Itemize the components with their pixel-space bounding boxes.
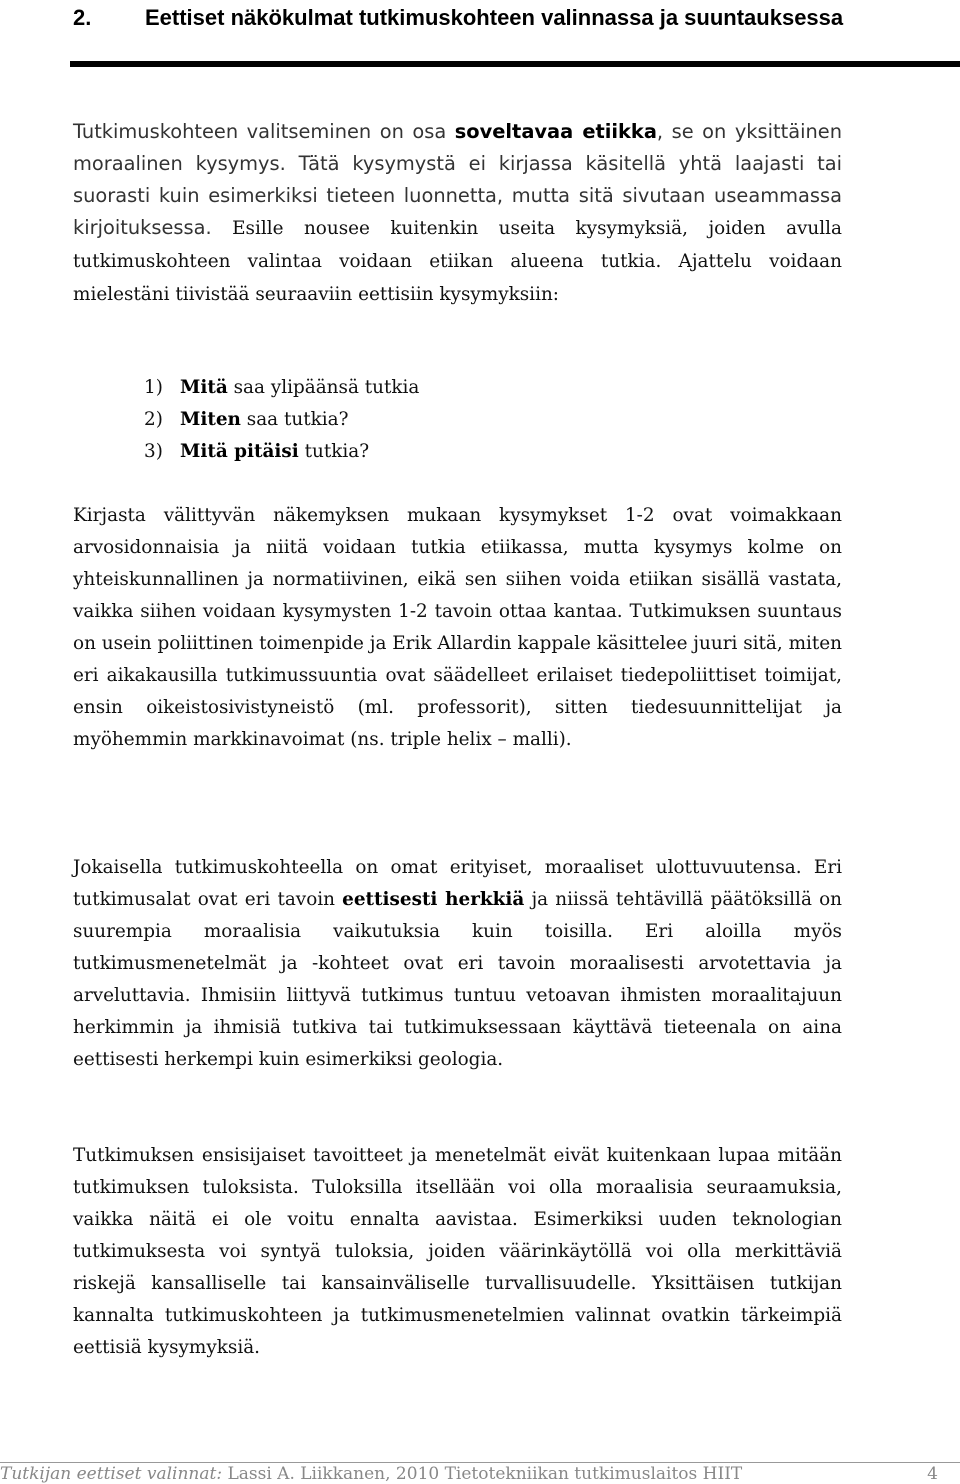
section-heading — [73, 2, 943, 33]
ethically-sensitive-term: eettisesti herkkiä — [342, 889, 525, 910]
footer-citation: Tutkijan eettiset valinnat: Lassi A. Liikkanen, 2010 Tietotekniikan tutkimuslaitos HIIT — [0, 1464, 743, 1484]
section-title: Eettiset näkökulmat tutkimuskohteen valinnassa ja suuntauksessa — [145, 5, 844, 30]
paragraph-intro — [73, 116, 842, 311]
footer-rule — [0, 1462, 960, 1463]
question-list — [144, 372, 419, 468]
paragraph-research-objects: Jokaisella tutkimuskohteella on omat erityiset, moraaliset ulottuvuutensa. Eri tutkimusalat ovat eri tavoin eettisesti herkkiä ja niissä tehtävillä päätöksillä on suurempia moraalisia vaikutuksia kuin toisilla. Eri aloilla myös tutkimusmenetelmät ja -kohteet ovat eri tavoin moraalisesti arvotettavia ja arveluttavia. Ihmisiin liittyvä tutkimus tuntuu vetoavan ihmisten moraalitajuun herkimmin ja ihmisiä tutkiva tai tutkimuksessaan käyttävä tieteenala on aina eettisesti herkempi kuin esimerkiksi geologia. — [73, 857, 842, 1070]
section-number: 2. — [73, 5, 92, 30]
intro-text-c: , se on yksittäinen moraalinen kysymys. Tätä kysymystä ei kirjassa käsitellä yhtä laajasti tai suorasti kuin esimerkiksi tieteen luonnetta, mutta sitä sivutaan useammassa kirjoituksessa. — [73, 120, 842, 239]
list-item: 3) Mitä pitäisi tutkia? — [144, 441, 370, 462]
paragraph-research-goals: Tutkimuksen ensisijaiset tavoitteet ja menetelmät eivät kuitenkaan lupaa mitään tutkimuksen tuloksista. Tuloksilla itsellään voi olla moraalisia seuraamuksia, vaikka näitä ei ole voitu ennalta aavistaa. Esimerkiksi uuden teknologian tutkimuksesta voi syntyä tuloksia, joiden väärinkäytöllä voi olla merkittäviä riskejä kansalliselle tai kansainväliselle turvallisuudelle. Yksittäisen tutkijan kannalta tutkimuskohteen ja tutkimusmenetelmien valinnat ovatkin tärkeimpiä eettisiä kysymyksiä. — [73, 1145, 842, 1358]
list-item: 1) Mitä saa ylipäänsä tutkia — [144, 377, 420, 398]
intro-text-d: Esille nousee kuitenkin useita kysymyksiä, joiden avulla tutkimuskohteen valintaa voidaan etiikan alueena tutkia. Ajattelu voidaan mielestäni tiivistää seuraaviin eettisiin kysymyksiin: — [73, 218, 842, 305]
page-number: 4 — [927, 1464, 938, 1484]
heading-underline — [70, 61, 960, 67]
page-footer — [0, 1462, 960, 1484]
intro-text-a: Tutkimuskohteen valitseminen on osa — [73, 120, 455, 143]
paragraph-book-view: Kirjasta välittyvän näkemyksen mukaan kysymykset 1-2 ovat voimakkaan arvosidonnaisia ja niitä voidaan tutkia etiikassa, mutta kysymys kolme on yhteiskunnallinen ja normatiivinen, eikä sen siihen voida etiikan sisällä vastata, vaikka siihen voidaan kysymysten 1-2 tavoin ottaa kantaa. Tutkimuksen suuntaus on usein poliittinen toimenpide ja Erik Allardin kappale käsittelee juuri sitä, miten eri aikakausilla tutkimussuuntia ovat säädelleet erilaiset tiedepoliittiset toimijat, ensin oikeistosivistyneistö (ml. professorit), sitten tiedesuunnittelijat ja myöhemmin markkinavoimat (ns. triple helix – malli). — [73, 505, 843, 750]
intro-bold-term: soveltavaa etiikka — [454, 120, 657, 143]
list-item: 2) Miten saa tutkia? — [144, 409, 349, 430]
